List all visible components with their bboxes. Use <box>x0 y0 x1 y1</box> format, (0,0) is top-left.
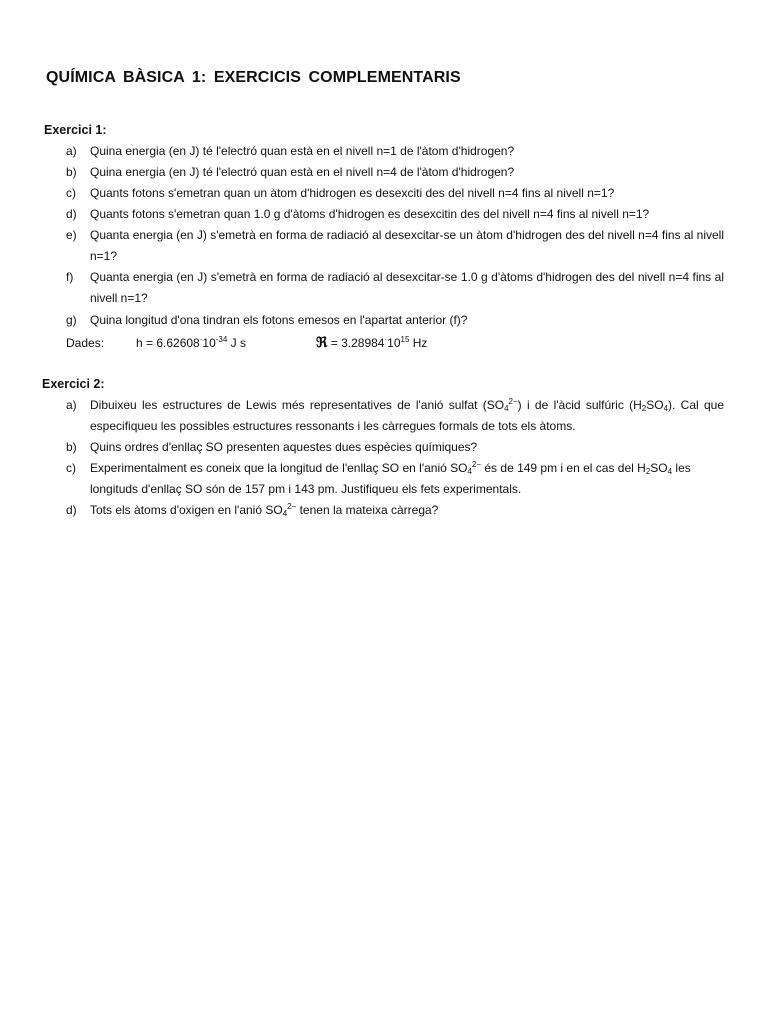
rydberg-base: 10 <box>387 336 401 350</box>
item-text: Quanta energia (en J) s'emetrà en forma de radiació al desexcitar-se un àtom d'hidrogen des del nivell n=4 fins al nivell n=1? <box>90 228 724 263</box>
item-label: c) <box>66 186 76 200</box>
planck-unit: J s <box>227 336 246 350</box>
dades-label: Dades: <box>66 336 105 350</box>
planck-base: 10 <box>202 336 216 350</box>
exercise-2-item-c <box>66 458 724 500</box>
exercise-1-heading: Exercici 1: <box>44 123 107 137</box>
item-label: b) <box>66 165 77 179</box>
text-part: Dibuixeu les estructures de Lewis més representatives de l'anió sulfat (SO <box>90 398 505 412</box>
planck-dot: · <box>199 335 203 344</box>
item-label: e) <box>66 228 77 242</box>
text-part: ). Cal que especifiqueu les possibles estructures ressonants i les càrregues formals de tots els àtoms. <box>90 398 724 433</box>
text-part: Tots els àtoms d'oxigen en l'anió SO <box>90 503 283 517</box>
rydberg-constant <box>316 333 427 354</box>
exercise-2-item-d <box>66 500 724 521</box>
text-part: SO <box>650 461 668 475</box>
superscript: 2− <box>508 397 518 406</box>
item-label: d) <box>66 207 77 221</box>
subscript: 2 <box>641 404 647 413</box>
item-text <box>90 500 724 521</box>
item-text <box>90 395 724 437</box>
item-label: a) <box>66 398 77 412</box>
item-text: Quina energia (en J) té l'electró quan està en el nivell n=4 de l'àtom d'hidrogen? <box>90 165 515 179</box>
rydberg-unit: Hz <box>409 336 428 350</box>
item-text: Quants fotons s'emetran quan 1.0 g d'àtoms d'hidrogen es desexcitin des del nivell n=4 fins al nivell n=1? <box>90 207 650 221</box>
document-title: QUÍMICA BÀSICA 1: EXERCICIS COMPLEMENTARIS <box>46 69 461 86</box>
item-text: Quins ordres d'enllaç SO presenten aquestes dues espècies químiques? <box>90 440 478 454</box>
item-label: b) <box>66 440 77 454</box>
subscript: 4 <box>667 467 673 476</box>
rydberg-dot: · <box>384 335 388 344</box>
exercise-2-item-b <box>66 437 724 458</box>
superscript: 2− <box>471 460 482 469</box>
text-part: les longituds d'enllaç SO són de 157 pm i 143 pm. Justifiqueu els fets experimentals. <box>90 461 691 496</box>
item-label: a) <box>66 144 77 158</box>
text-part: ) i de l'àcid sulfúric (H <box>517 398 642 412</box>
planck-value: h = 6.62608 <box>136 336 200 350</box>
item-text: Quants fotons s'emetran quan un àtom d'hidrogen es desexciti des del nivell n=4 fins al nivell n=1? <box>90 186 615 200</box>
item-text: Quina energia (en J) té l'electró quan està en el nivell n=1 de l'àtom d'hidrogen? <box>90 144 515 158</box>
superscript: 2− <box>287 502 297 511</box>
item-label: d) <box>66 503 77 517</box>
exercise-1-item-b <box>66 162 724 183</box>
exercise-1-item-c <box>66 183 724 204</box>
subscript: 4 <box>282 509 288 518</box>
exercise-1-item-g <box>66 310 724 331</box>
exercise-2-heading: Exercici 2: <box>42 377 105 391</box>
rydberg-value: = 3.28984 <box>327 336 385 350</box>
subscript: 4 <box>663 404 669 413</box>
exercise-1-item-a <box>66 141 724 162</box>
exercise-2-item-a <box>66 395 724 437</box>
exercise-1-item-d <box>66 204 724 225</box>
item-label: f) <box>66 270 74 284</box>
subscript: 4 <box>467 467 472 476</box>
item-text <box>90 458 724 500</box>
rydberg-symbol: ℜ <box>316 335 328 351</box>
item-label: c) <box>66 461 76 475</box>
item-label: g) <box>66 313 77 327</box>
text-part: és de 149 pm i en el cas del H <box>481 461 646 475</box>
item-text: Quanta energia (en J) s'emetrà en forma de radiació al desexcitar-se 1.0 g d'àtoms d'hidrogen des del nivell n=4 fins al nivell n=1? <box>90 270 724 305</box>
text-part: Experimentalment es coneix que la longitud de l'enllaç SO en l'anió SO <box>90 461 468 475</box>
planck-constant <box>136 333 246 354</box>
exercise-1-item-e <box>66 225 724 267</box>
text-part: SO <box>646 398 664 412</box>
exercise-1-item-f <box>66 267 724 309</box>
rydberg-exponent: 15 <box>400 335 410 344</box>
item-text: Quina longitud d'ona tindran els fotons emesos en l'apartat anterior (f)? <box>90 313 468 327</box>
subscript: 4 <box>504 404 509 413</box>
subscript: 2 <box>645 467 651 476</box>
planck-exponent: -34 <box>215 335 228 344</box>
text-part: tenen la mateixa càrrega? <box>296 503 439 517</box>
